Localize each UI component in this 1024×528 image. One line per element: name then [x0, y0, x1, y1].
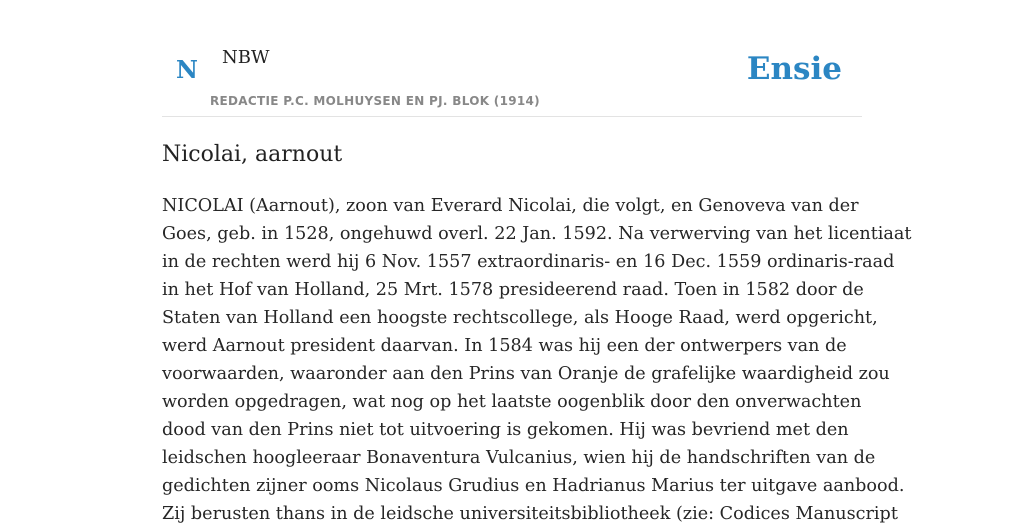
body-line: in de rechten werd hij 6 Nov. 1557 extraordinaris- en 16 Dec. 1559 ordinaris-raad [162, 252, 895, 272]
body-line: Goes, geb. in 1528, ongehuwd overl. 22 Jan. 1592. Na verwerving van het licentiaat [162, 224, 912, 244]
body-line: leidschen hoogleeraar Bonaventura Vulcanius, wien hij de handschriften van de [162, 448, 876, 468]
body-line: in het Hof van Holland, 25 Mrt. 1578 presideerend raad. Toen in 1582 door de [162, 280, 864, 300]
body-line: dood van den Prins niet tot uitvoering is gekomen. Hij was bevriend met den [162, 420, 849, 440]
source-name[interactable]: NBW [222, 47, 270, 68]
source-logo[interactable]: N [176, 55, 198, 84]
body-line: voorwaarden, waaronder aan den Prins van Oranje de grafelijke waardigheid zou [162, 364, 890, 384]
editor-credit: REDACTIE P.C. MOLHUYSEN EN PJ. BLOK (1914) [210, 94, 540, 108]
body-line: Staten van Holland een hoogste rechtscollege, als Hooge Raad, werd opgericht, [162, 308, 878, 328]
body-line: worden opgedragen, wat nog op het laatste oogenblik door den onverwachten [162, 392, 862, 412]
article-body [162, 192, 912, 528]
page-header [162, 0, 862, 117]
body-line: werd Aarnout president daarvan. In 1584 was hij een der ontwerpers van de [162, 336, 847, 356]
body-line: Zij berusten thans in de leidsche universiteitsbibliotheek (zie: Codices Manuscript [162, 504, 898, 524]
body-line: gedichten zijner ooms Nicolaus Grudius en Hadrianus Marius ter uitgave aanbood. [162, 476, 905, 496]
ensie-logo[interactable]: Ensie [746, 51, 842, 87]
article-title: Nicolai, aarnout [162, 142, 343, 167]
body-line: NICOLAI (Aarnout), zoon van Everard Nicolai, die volgt, en Genoveva van der [162, 196, 859, 216]
